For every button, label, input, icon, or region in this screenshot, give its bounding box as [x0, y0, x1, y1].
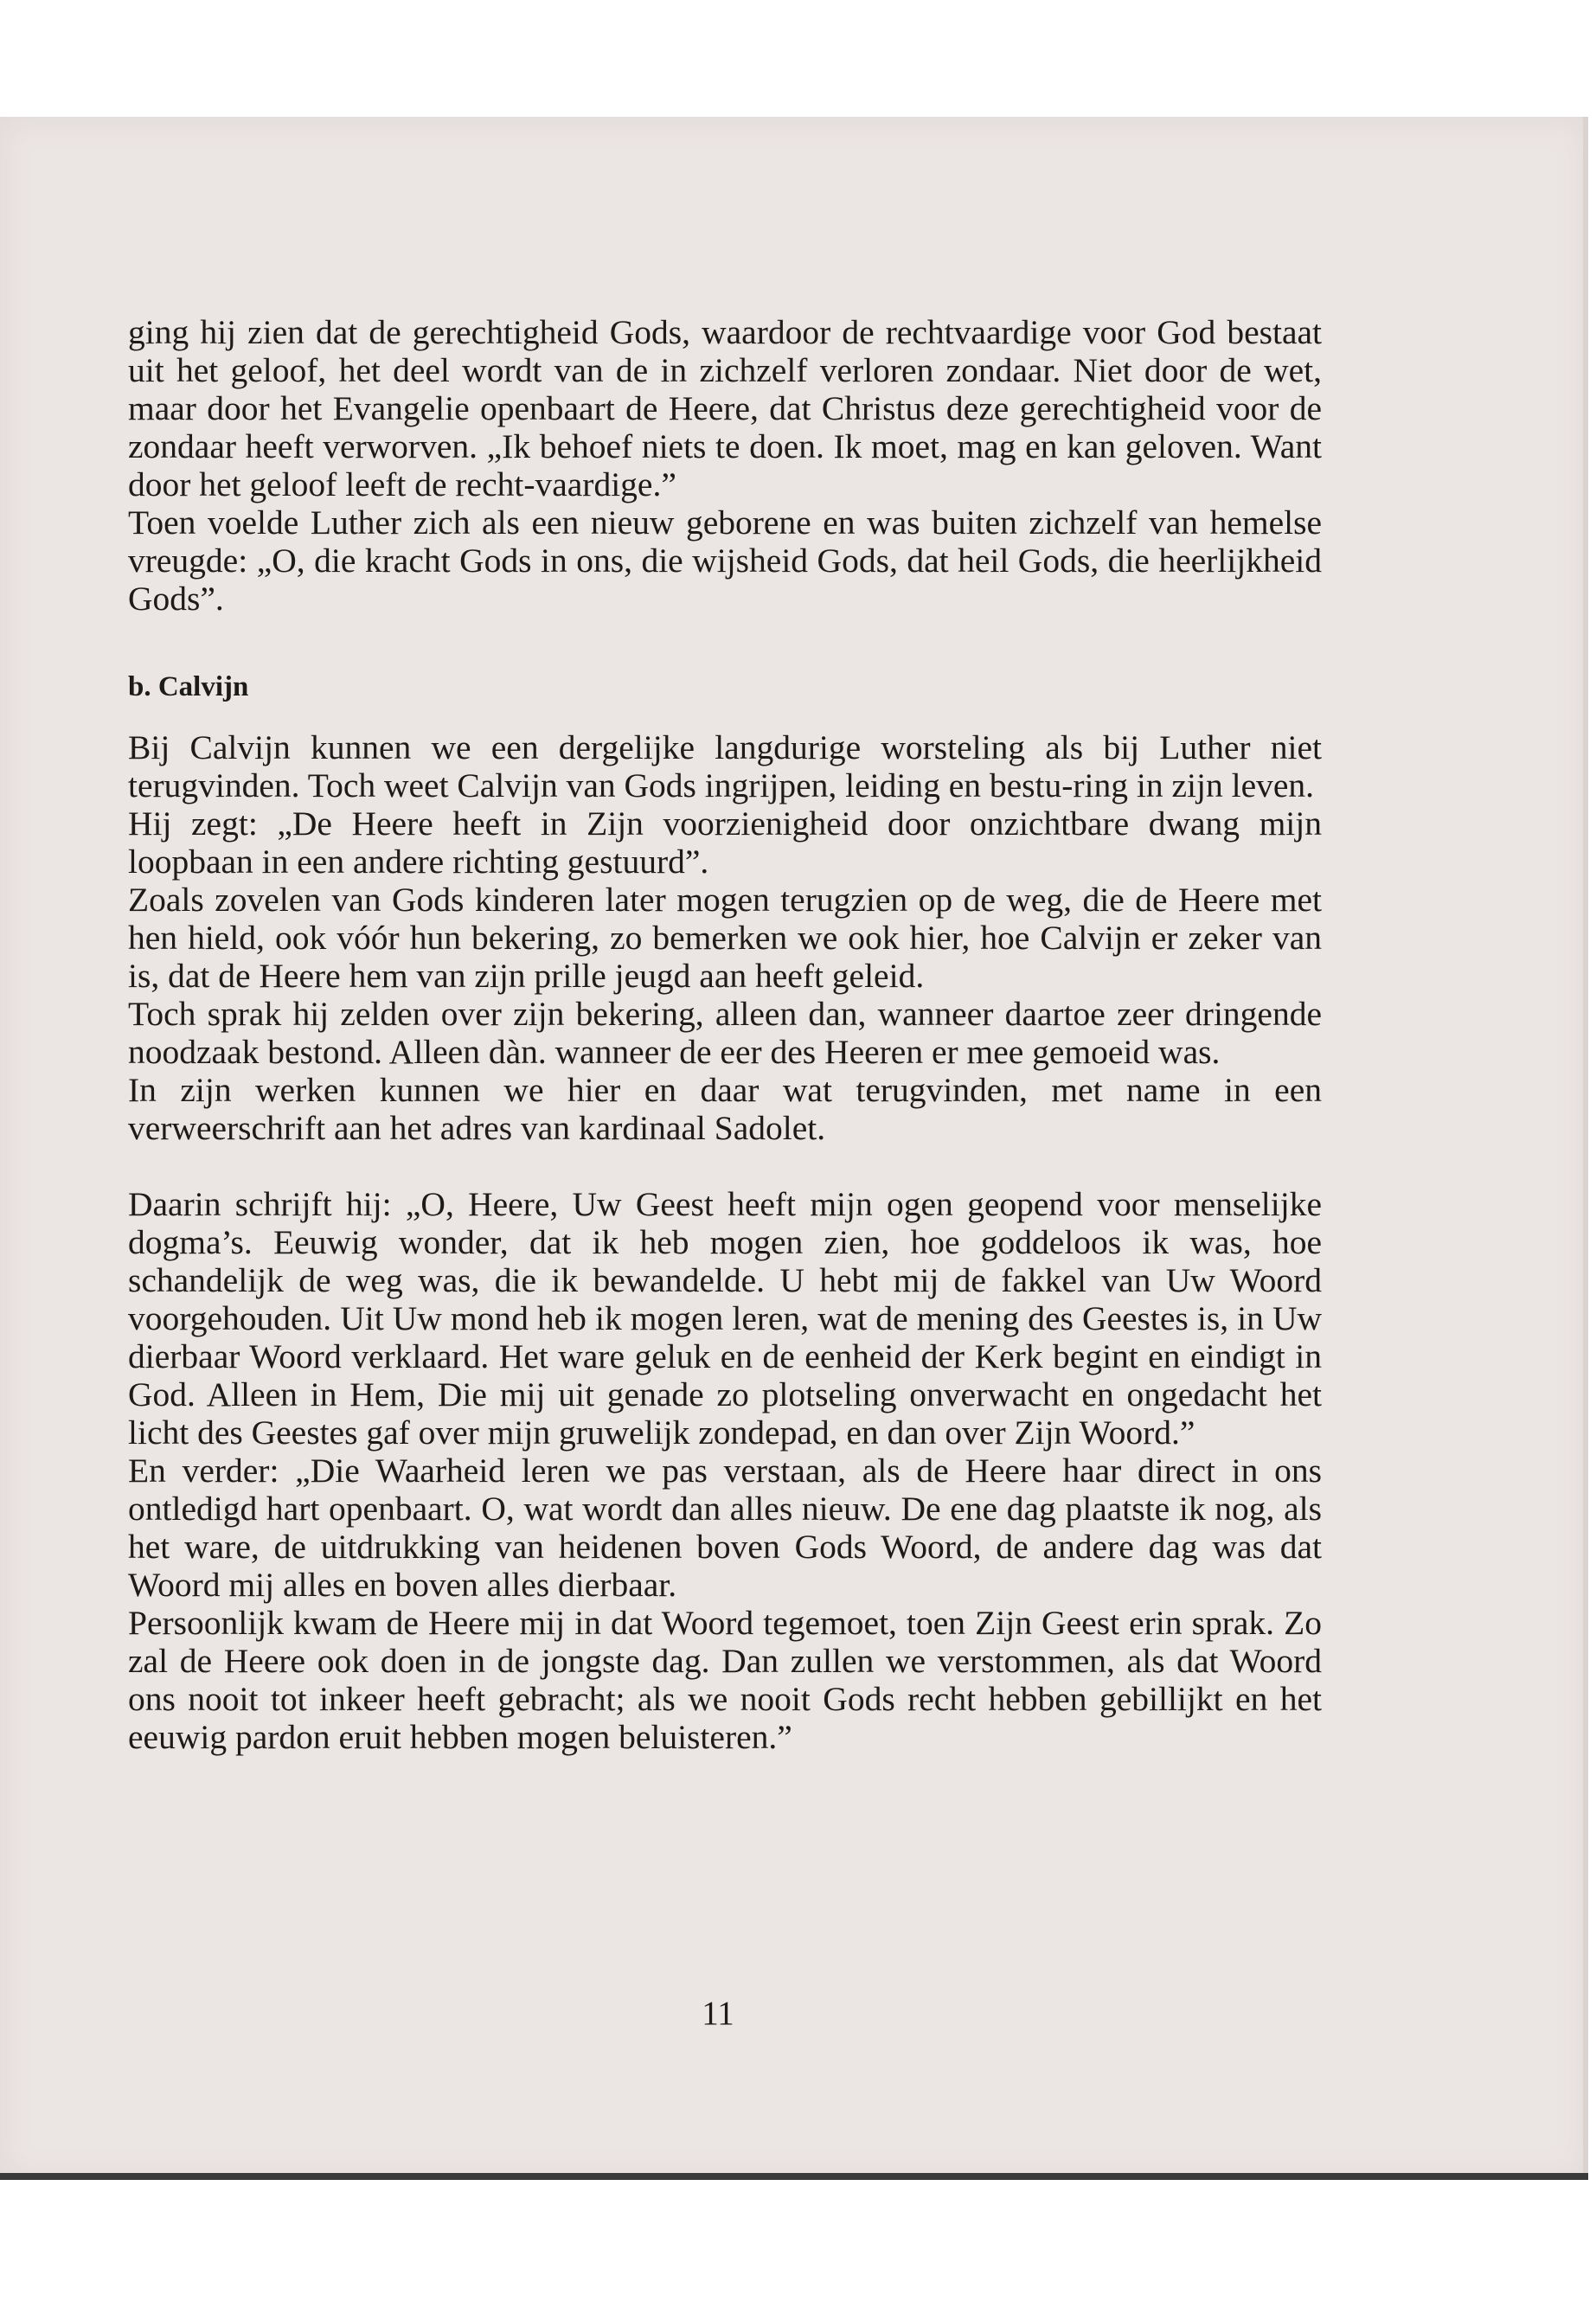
paragraph: ging hij zien dat de gerechtigheid Gods, waardoor de rechtvaardige voor God bestaat uit het geloof, het deel wordt van de in zichzelf verloren zondaar. Niet door de wet, maar door het Evangelie openbaart de Heere, dat Christus deze gerechtigheid voor de zondaar heeft verworven. „Ik behoef niets te doen. Ik moet, mag en kan geloven. Want door het geloof leeft de recht-vaardige.”	[128, 313, 1322, 503]
page-edge-bottom	[0, 2173, 1588, 2180]
paragraph: En verder: „Die Waarheid leren we pas verstaan, als de Heere haar direct in ons ontledigd hart openbaart. O, wat wordt dan alles nieuw. De ene dag plaatste ik nog, als het ware, de uitdrukking van heidenen boven Gods Woord, de andere dag was dat Woord mij alles en boven alles dierbaar.	[128, 1452, 1322, 1604]
paragraph: Daarin schrijft hij: „O, Heere, Uw Geest heeft mijn ogen geopend voor menselijke dogma’s. Eeuwig wonder, dat ik heb mogen zien, hoe goddeloos ik was, hoe schandelijk de weg was, die ik bewandelde. U hebt mij de fakkel van Uw Woord voorgehouden. Uit Uw mond heb ik mogen leren, wat de mening des Geestes is, in Uw dierbaar Woord verklaard. Het ware geluk en de eenheid der Kerk begint en eindigt in God. Alleen in Hem, Die mij uit genade zo plotseling onverwacht en ongedacht het licht des Geestes gaf over mijn gruwelijk zondepad, en dan over Zijn Woord.”	[128, 1185, 1322, 1452]
page-number: 11	[702, 1995, 734, 2032]
paragraph: Toen voelde Luther zich als een nieuw geborene en was buiten zichzelf van hemelse vreugde: „O, die kracht Gods in ons, die wijsheid Gods, dat heil Gods, die heerlijkheid Gods”.	[128, 503, 1322, 618]
paragraph: Toch sprak hij zelden over zijn bekering, alleen dan, wanneer daartoe zeer dringende noodzaak bestond. Alleen dàn. wanneer de eer des Heeren er mee gemoeid was.	[128, 995, 1322, 1071]
paragraph: Zoals zovelen van Gods kinderen later mogen terugzien op de weg, die de Heere met hen hield, ook vóór hun bekering, zo bemerken we ook hier, hoe Calvijn er zeker van is, dat de Heere hem van zijn prille jeugd aan heeft geleid.	[128, 881, 1322, 995]
paragraph: Persoonlijk kwam de Heere mij in dat Woord tegemoet, toen Zijn Geest erin sprak. Zo zal de Heere ook doen in de jongste dag. Dan zullen we verstommen, als dat Woord ons nooit tot inkeer heeft gebracht; als we nooit Gods recht hebben gebillijkt en het eeuwig pardon eruit hebben mogen beluisteren.”	[128, 1604, 1322, 1756]
paragraph: Hij zegt: „De Heere heeft in Zijn voorzienigheid door onzichtbare dwang mijn loopbaan in een andere richting gestuurd”.	[128, 804, 1322, 881]
paragraph: In zijn werken kunnen we hier en daar wat terugvinden, met name in een verweerschrift aan het adres van kardinaal Sadolet.	[128, 1071, 1322, 1147]
section-heading: b. Calvijn	[128, 671, 249, 702]
paragraph: Bij Calvijn kunnen we een dergelijke langdurige worsteling als bij Luther niet terugvinden. Toch weet Calvijn van Gods ingrijpen, leiding en bestu-ring in zijn leven.	[128, 728, 1322, 804]
body-text	[128, 313, 1322, 1756]
page-edge-right	[1583, 117, 1588, 2180]
